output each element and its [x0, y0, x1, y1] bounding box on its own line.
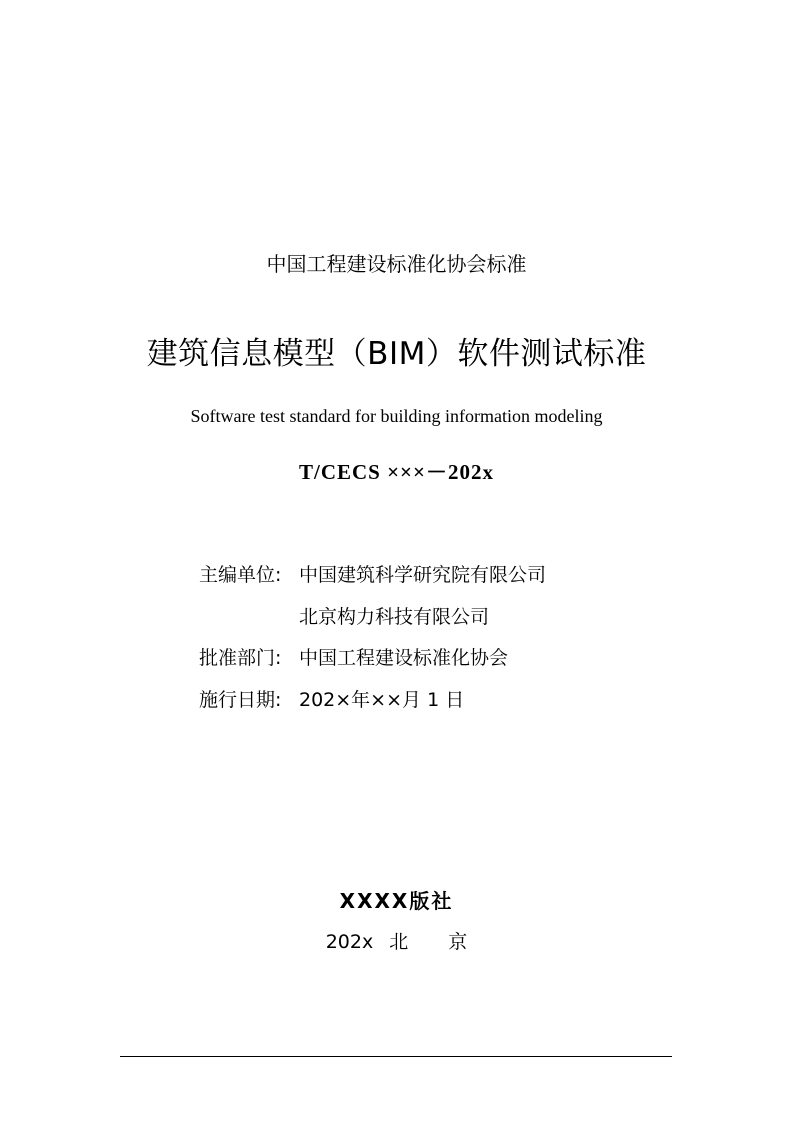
standard-title-chinese: 建筑信息模型（BIM）软件测试标准 — [146, 336, 647, 372]
editor-value-primary: 中国建筑科学研究院有限公司 — [299, 564, 547, 587]
publication-city-first-char: 北 — [389, 931, 409, 953]
effective-date-row — [199, 678, 546, 720]
publication-city-second-char: 京 — [448, 931, 468, 953]
editor-label: 主编单位: — [199, 564, 282, 587]
bottom-divider — [120, 1056, 672, 1057]
approver-value: 中国工程建设标准化协会 — [299, 647, 509, 670]
effective-date-value: 202×年××月 1 日 — [299, 688, 465, 711]
standard-title-english: Software test standard for building information modeling — [190, 406, 603, 426]
approver-row — [199, 636, 546, 678]
editor-row — [199, 553, 546, 595]
publication-place — [0, 928, 793, 956]
standard-info-block — [199, 553, 546, 719]
editor-value-secondary: 北京构力科技有限公司 — [299, 605, 490, 628]
association-header: 中国工程建设标准化协会标准 — [266, 252, 527, 276]
standard-code: T/CECS ×××－202x — [298, 460, 494, 484]
effective-date-label: 施行日期: — [199, 688, 282, 711]
publication-year: 202x — [325, 931, 374, 953]
approver-label: 批准部门: — [199, 647, 282, 670]
editor-row-secondary — [199, 595, 546, 637]
publisher-name: XXXX版社 — [339, 889, 454, 913]
